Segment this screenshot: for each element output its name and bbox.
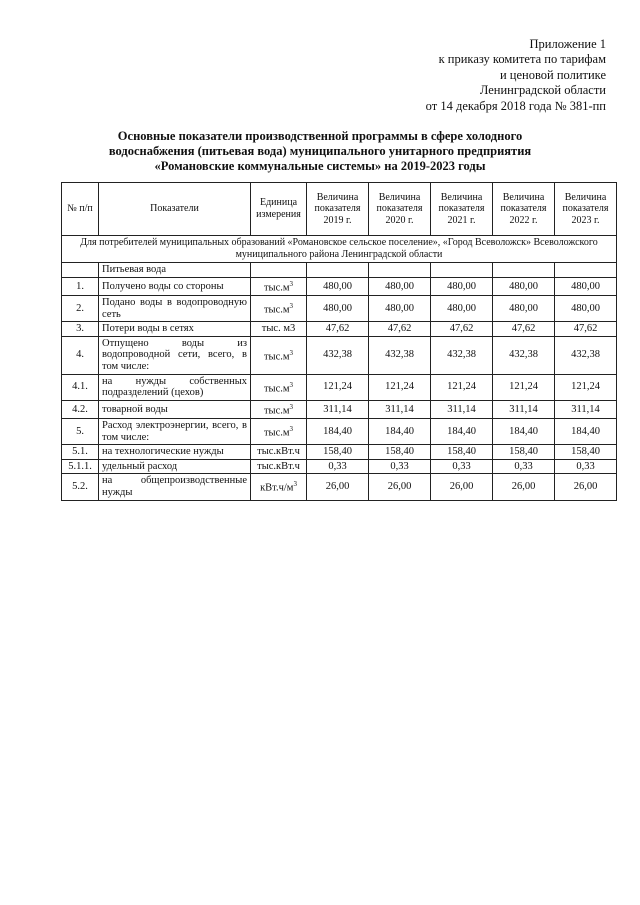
row-value-2020: 158,40 [369,445,431,460]
header-year-2021: Величина показателя 2021 г. [431,183,493,236]
table-row [62,374,617,400]
row-value-2020: 0,33 [369,459,431,474]
table-header-row [62,183,617,236]
appendix-line: и ценовой политике [499,67,606,82]
row-number: 4.2. [62,400,99,418]
row-value-2020: 432,38 [369,336,431,374]
row-indicator-name: на общепроизводственные нужды [99,474,251,500]
row-value-2019: 480,00 [307,296,369,322]
row-number: 5.1. [62,445,99,460]
document-title [80,129,560,174]
row-value-2023: 311,14 [555,400,617,418]
row-value-2019: 432,38 [307,336,369,374]
row-unit [251,400,307,418]
row-value-2020: 311,14 [369,400,431,418]
unit-superscript: 3 [289,380,294,389]
row-value-2021: 26,00 [431,474,493,500]
unit-base: тыс.м [263,427,290,439]
row-value-2021: 480,00 [431,278,493,296]
unit-superscript: 3 [293,480,297,489]
row-value-2023: 47,62 [555,322,617,337]
group-row [62,236,617,263]
row-value-2021: 0,33 [431,459,493,474]
table-row [62,445,617,460]
row-number: 2. [62,296,99,322]
header-unit: Единица измерения [251,183,307,236]
row-unit [251,445,307,460]
unit-superscript: 3 [289,280,294,288]
row-value-2019: 121,24 [307,374,369,400]
row-value-2021: 311,14 [431,400,493,418]
row-value-2019: 158,40 [307,445,369,460]
row-value-2019: 0,33 [307,459,369,474]
row-number: 5.1.1. [62,459,99,474]
row-value-2022: 121,24 [493,374,555,400]
header-year-2023: Величина показателя 2023 г. [555,183,617,236]
unit-superscript: 3 [289,424,294,433]
section-label: Питьевая вода [99,263,251,278]
row-value-2023: 121,24 [555,374,617,400]
row-number: 3. [62,322,99,337]
row-value-2019: 184,40 [307,418,369,444]
title-line: Основные показатели производственной программы в сфере холодного [117,129,523,143]
row-value-2023: 432,38 [555,336,617,374]
row-value-2022: 432,38 [493,336,555,374]
row-value-2021: 121,24 [431,374,493,400]
section-row [62,263,617,278]
row-value-2022: 184,40 [493,418,555,444]
row-unit [251,474,307,500]
row-value-2020: 184,40 [369,418,431,444]
group-label: Для потребителей муниципальных образований «Романовское сельское поселение», «Город Всеволожск» Всеволожского муниципального района Ленинградской области [62,236,617,263]
row-indicator-name: удельный расход [99,459,251,474]
row-indicator-name: Расход электроэнергии, всего, в том числе: [99,418,251,444]
table-row [62,418,617,444]
row-number: 5.2. [62,474,99,500]
row-number: 1. [62,278,99,296]
section-empty-cell [493,263,555,278]
unit-base: кВт.ч/м [260,482,294,494]
title-line: «Романовские коммунальные системы» на 2019-2023 годы [154,159,486,173]
section-empty-cell [555,263,617,278]
row-value-2023: 480,00 [555,278,617,296]
table-row [62,336,617,374]
table-row [62,278,617,296]
row-unit [251,374,307,400]
row-value-2021: 47,62 [431,322,493,337]
table-row [62,296,617,322]
title-line: водоснабжения (питьевая вода) муниципального унитарного предприятия [108,144,532,158]
unit-superscript: 3 [289,302,294,311]
row-value-2022: 0,33 [493,459,555,474]
row-value-2020: 26,00 [369,474,431,500]
indicators-table [61,182,617,501]
row-indicator-name: Потери воды в сетях [99,322,251,337]
header-year-2019: Величина показателя 2019 г. [307,183,369,236]
row-unit [251,322,307,337]
appendix-block [346,37,606,114]
unit-base: тыс.м [263,282,290,294]
row-value-2020: 480,00 [369,278,431,296]
row-value-2019: 47,62 [307,322,369,337]
row-indicator-name: на технологические нужды [99,445,251,460]
header-year-2020: Величина показателя 2020 г. [369,183,431,236]
unit-base: тыс.м [263,383,290,395]
header-num: № п/п [62,183,99,236]
row-value-2022: 26,00 [493,474,555,500]
row-value-2023: 158,40 [555,445,617,460]
row-value-2020: 480,00 [369,296,431,322]
table-row [62,474,617,500]
row-value-2022: 311,14 [493,400,555,418]
header-year-2022: Величина показателя 2022 г. [493,183,555,236]
row-value-2021: 184,40 [431,418,493,444]
row-indicator-name: Получено воды со стороны [99,278,251,296]
row-value-2023: 26,00 [555,474,617,500]
appendix-line: Приложение 1 [529,37,606,51]
unit-superscript: 3 [289,348,294,357]
row-value-2023: 184,40 [555,418,617,444]
row-unit [251,278,307,296]
unit-base: тыс.м [263,351,290,363]
row-value-2022: 158,40 [493,445,555,460]
row-indicator-name: товарной воды [99,400,251,418]
row-number: 4. [62,336,99,374]
unit-base: тыс.кВт.ч [257,460,300,472]
unit-base: тыс.кВт.ч [257,446,300,458]
row-value-2019: 26,00 [307,474,369,500]
unit-base: тыс.м [263,304,290,316]
table-row [62,322,617,337]
row-number: 4.1. [62,374,99,400]
appendix-line: к приказу комитета по тарифам [438,52,606,67]
unit-base: тыс.м [263,405,290,417]
row-value-2021: 480,00 [431,296,493,322]
section-empty-cell [369,263,431,278]
table-row [62,459,617,474]
row-value-2022: 480,00 [493,278,555,296]
row-value-2021: 432,38 [431,336,493,374]
row-value-2020: 121,24 [369,374,431,400]
row-value-2021: 158,40 [431,445,493,460]
row-indicator-name: Отпущено воды из водопроводной сети, всего, в том числе: [99,336,251,374]
row-value-2023: 0,33 [555,459,617,474]
row-unit [251,336,307,374]
table-row [62,400,617,418]
row-unit [251,459,307,474]
row-unit [251,296,307,322]
section-num-cell [62,263,99,278]
section-empty-cell [431,263,493,278]
row-value-2019: 311,14 [307,400,369,418]
row-value-2022: 47,62 [493,322,555,337]
section-empty-cell [251,263,307,278]
row-value-2022: 480,00 [493,296,555,322]
header-name: Показатели [99,183,251,236]
section-empty-cell [307,263,369,278]
row-indicator-name: Подано воды в водопроводную сеть [99,296,251,322]
appendix-line: от 14 декабря 2018 года № 381-пп [425,98,606,113]
row-value-2019: 480,00 [307,278,369,296]
row-value-2023: 480,00 [555,296,617,322]
row-unit [251,418,307,444]
appendix-line: Ленинградской области [479,83,606,98]
row-indicator-name: на нужды собственных подразделений (цехов) [99,374,251,400]
row-number: 5. [62,418,99,444]
unit-superscript: 3 [289,402,294,411]
row-value-2020: 47,62 [369,322,431,337]
unit-base: тыс. м3 [261,323,296,335]
